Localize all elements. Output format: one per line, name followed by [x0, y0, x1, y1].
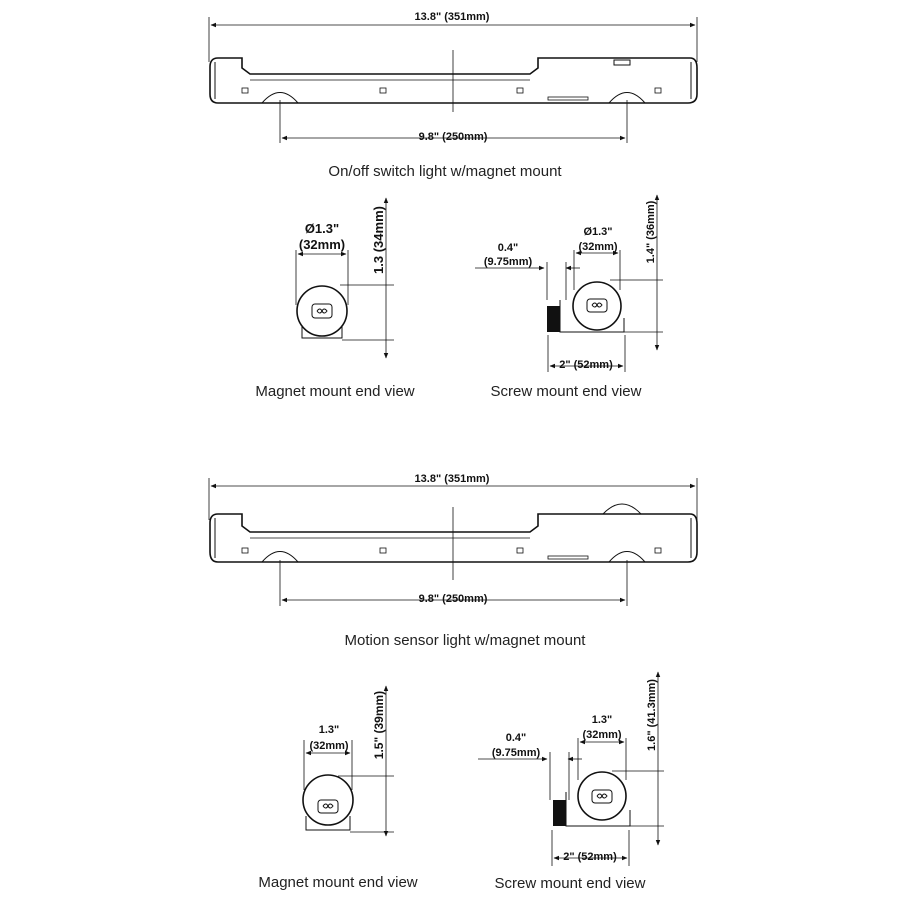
- mount-slot: [655, 548, 661, 553]
- diameter-label: 1.3": [318, 724, 340, 736]
- height-label: 1.5" (39mm): [372, 690, 386, 760]
- height-label: 1.4" (36mm): [645, 200, 657, 264]
- mount-slot: [517, 88, 523, 93]
- screw-end-caption: Screw mount end view: [494, 875, 646, 892]
- mount-slot: [380, 88, 386, 93]
- diameter-label: Ø1.3": [583, 226, 613, 238]
- diameter-label: 1.3": [591, 714, 613, 726]
- diameter-mm-label: (32mm): [578, 241, 618, 253]
- screw-head: [547, 306, 560, 332]
- switch-button: [614, 60, 630, 65]
- section1-side-view: [209, 11, 697, 143]
- infinity-icon: [592, 303, 602, 307]
- offset-label: 0.4": [505, 732, 527, 744]
- charging-port: [548, 97, 588, 100]
- magnet-end-caption: Magnet mount end view: [258, 874, 418, 891]
- screw-head: [553, 800, 566, 826]
- spacing-label: 9.8" (250mm): [418, 131, 488, 143]
- height-label: 1.3 (34mm): [371, 206, 386, 274]
- infinity-icon: [597, 794, 607, 798]
- infinity-icon: [323, 804, 333, 808]
- diameter-mm-label: (32mm): [582, 729, 622, 741]
- section2-screw-end-view: [478, 672, 664, 892]
- offset-label: 0.4": [497, 242, 519, 254]
- offset-mm-label: (9.75mm): [483, 256, 533, 268]
- motion-sensor-dome: [603, 504, 641, 514]
- section1-caption: On/off switch light w/magnet mount: [328, 163, 562, 180]
- infinity-icon: [317, 309, 327, 313]
- magnet-end-caption: Magnet mount end view: [255, 383, 415, 400]
- diameter-mm-label: (32mm): [298, 237, 346, 252]
- section2-side-view: [209, 473, 697, 606]
- mount-slot: [242, 548, 248, 553]
- width-label: 2" (52mm): [559, 359, 613, 371]
- width-label: 2" (52mm): [563, 851, 617, 863]
- length-label: 13.8" (351mm): [414, 473, 490, 485]
- mount-slot: [380, 548, 386, 553]
- charging-port: [548, 556, 588, 559]
- height-label: 1.6" (41.3mm): [646, 679, 658, 751]
- spacing-label: 9.8" (250mm): [418, 593, 488, 605]
- mount-slot: [655, 88, 661, 93]
- offset-mm-label: (9.75mm): [491, 747, 541, 759]
- mount-slot: [242, 88, 248, 93]
- section1-magnet-end-view: [255, 198, 414, 400]
- screw-end-caption: Screw mount end view: [490, 383, 642, 400]
- section2-caption: Motion sensor light w/magnet mount: [344, 632, 586, 649]
- section2-magnet-end-view: [258, 686, 417, 891]
- section1-screw-end-view: [475, 195, 663, 400]
- diameter-label: Ø1.3": [304, 221, 340, 236]
- magnet-base: [306, 816, 350, 830]
- diameter-mm-label: (32mm): [309, 740, 349, 752]
- mount-slot: [517, 548, 523, 553]
- length-label: 13.8" (351mm): [414, 11, 490, 23]
